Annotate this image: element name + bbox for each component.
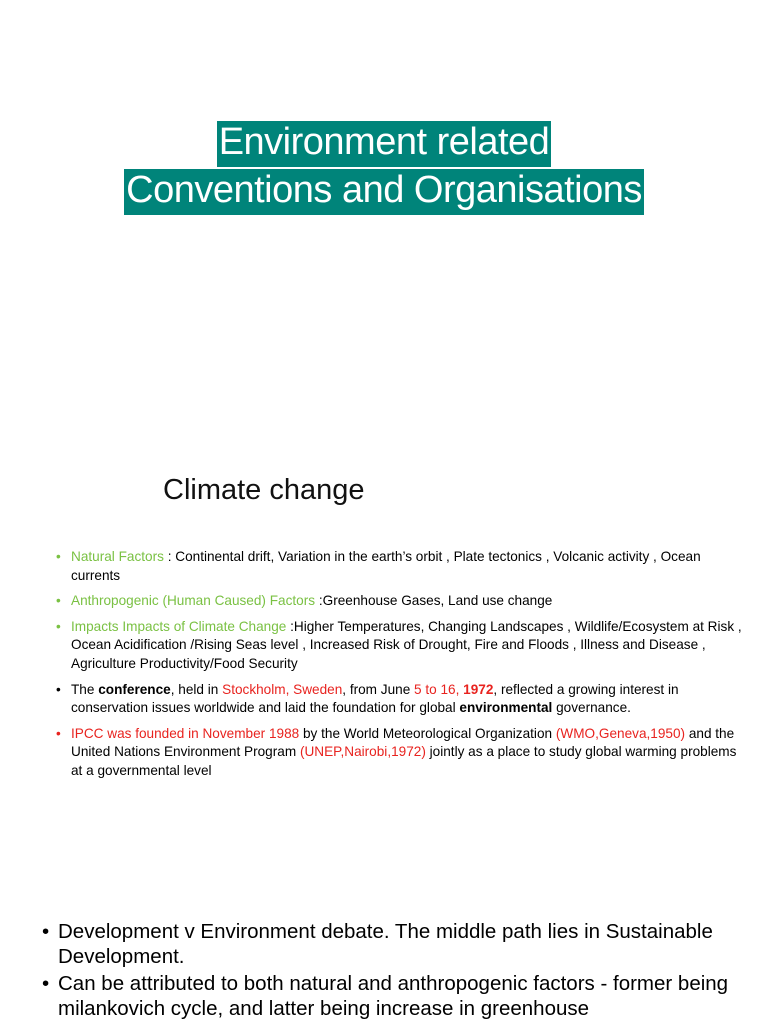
bullet-icon: • — [56, 725, 61, 741]
bullet-icon: • — [56, 618, 61, 634]
list-item-natural-factors — [56, 548, 746, 585]
ipcc-founded-text: IPCC was founded in November 1988 — [71, 725, 300, 741]
bullet-icon: • — [56, 681, 61, 697]
wmo-text: (WMO,Geneva,1950) — [555, 725, 686, 741]
bottom-bullet-list — [42, 919, 754, 1023]
list-item-impacts — [56, 618, 746, 674]
list-item-stockholm-conference: • The conference, held in Stockholm, Sweden, from June 5 to 16, 1972, reflected a growing interest in conservation issues worldwide and laid the foundation for global environmental governance. — [56, 681, 679, 716]
natural-factors-text: : Continental drift, Variation in the earth’s orbit , Plate tectonics , Volcanic activity , Ocean currents — [71, 549, 701, 583]
unep-text: (UNEP,Nairobi,1972) — [299, 744, 426, 760]
climate-change-heading: Climate change — [163, 474, 365, 506]
anthropogenic-factors-label: Anthropogenic (Human Caused) Factors — [71, 593, 316, 609]
bullet-icon: • — [56, 549, 61, 564]
stockholm-location: Stockholm, Sweden — [222, 681, 343, 697]
conference-year: 1972 — [463, 681, 494, 697]
slide-title — [0, 118, 768, 214]
natural-factors-label: Natural Factors — [71, 549, 164, 564]
bullet-icon: • — [42, 920, 50, 943]
title-line-2: Conventions and Organisations — [0, 166, 768, 214]
bullet-icon: • — [56, 593, 61, 609]
environmental-text: environmental — [459, 700, 553, 716]
title-line-1: Environment related — [0, 118, 768, 166]
impacts-text: :Higher Temperatures, Changing Landscapes , Wildlife/Ecosystem at Risk , Ocean Acidification /Rising Seas level , Increased Risk of Drought, Fire and Floods , Illness and Disease , Agriculture Productivity/Food Security — [71, 618, 742, 671]
list-item-factors-attribution: • Can be attributed to both natural and anthropogenic factors - former being milankovich cycle, and latter being increase in greenhouse — [42, 972, 729, 1020]
list-item-development-debate: • Development v Environment debate. The middle path lies in Sustainable Development. — [42, 920, 713, 968]
list-item-anthropogenic-factors — [56, 592, 746, 611]
anthropogenic-factors-text: :Greenhouse Gases, Land use change — [315, 593, 553, 609]
bullet-icon: • — [42, 972, 50, 995]
climate-change-bullet-list — [56, 548, 746, 788]
list-item-ipcc: • IPCC was founded in November 1988 by the World Meteorological Organization (WMO,Geneva,1950) and the United Nations Environment Program (UNEP,Nairobi,1972) jointly as a place to study global warming problems at a governmental level — [56, 725, 737, 778]
conference-dates: 5 to 16, — [414, 681, 464, 697]
conference-text: conference — [98, 681, 171, 697]
impacts-label: Impacts Impacts of Climate Change — [71, 618, 287, 634]
